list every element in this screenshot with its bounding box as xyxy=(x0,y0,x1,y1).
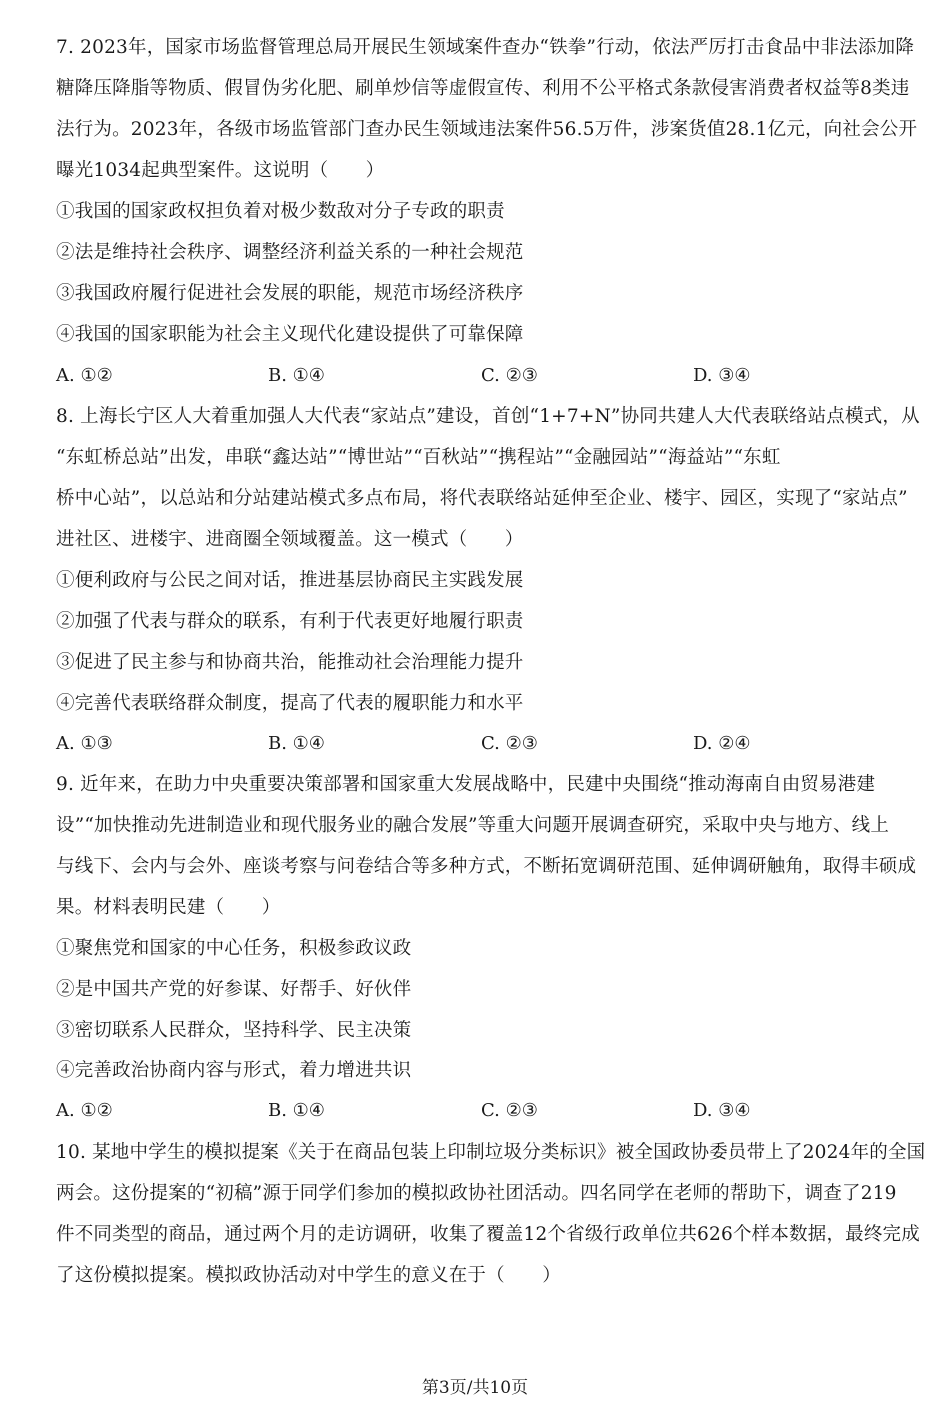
question-text-line: “东虹桥总站”出发，串联“鑫达站”“博世站”“百秋站”“携程站”“金融园站”“海益站”“东虹 xyxy=(56,447,781,468)
question-text-line: 设”“加快推动先进制造业和现代服务业的融合发展”等重大问题开展调查研究，采取中央与地方、线上 xyxy=(56,815,890,836)
option-b: B. ①④ xyxy=(268,1100,325,1121)
question-text-line: 9. 近年来，在助力中央重要决策部署和国家重大发展战略中，民建中央围绕“推动海南自由贸易港建 xyxy=(56,774,876,795)
option-a: A. ①② xyxy=(56,365,113,386)
option-b: B. ①④ xyxy=(268,733,325,754)
page-number-footer: 第3页/共10页 xyxy=(421,1378,529,1398)
statement: ④完善代表联络群众制度，提高了代表的履职能力和水平 xyxy=(56,693,524,714)
option-d: D. ③④ xyxy=(693,1100,751,1121)
question-text-line: 果。材料表明民建（ ） xyxy=(56,897,281,918)
question-text-line: 两会。这份提案的“初稿”源于同学们参加的模拟政协社团活动。四名同学在老师的帮助下，调查了219 xyxy=(56,1183,897,1204)
question-text-line: 桥中心站”，以总站和分站建站模式多点布局，将代表联络站延伸至企业、楼宇、园区，实现了“家站点” xyxy=(56,488,908,509)
statement: ②是中国共产党的好参谋、好帮手、好伙伴 xyxy=(56,979,412,1000)
option-d: D. ②④ xyxy=(693,733,751,754)
question-text-line: 与线下、会内与会外、座谈考察与问卷结合等多种方式，不断拓宽调研范围、延伸调研触角，取得丰硕成 xyxy=(56,856,917,877)
question-text-line: 10. 某地中学生的模拟提案《关于在商品包装上印制垃圾分类标识》被全国政协委员带上了2024年的全国 xyxy=(56,1142,926,1163)
statement: ③我国政府履行促进社会发展的职能，规范市场经济秩序 xyxy=(56,283,524,304)
question-text-line: 糖降压降脂等物质、假冒伪劣化肥、刷单炒信等虚假宣传、利用不公平格式条款侵害消费者权益等8类违 xyxy=(56,78,910,99)
question-text-line: 件不同类型的商品，通过两个月的走访调研，收集了覆盖12个省级行政单位共626个样本数据，最终完成 xyxy=(56,1224,920,1245)
statement: ③促进了民主参与和协商共治，能推动社会治理能力提升 xyxy=(56,652,524,673)
option-c: C. ②③ xyxy=(481,733,538,754)
statement: ①聚焦党和国家的中心任务，积极参政议政 xyxy=(56,938,412,959)
question-text-line: 曝光1034起典型案件。这说明（ ） xyxy=(56,160,385,181)
statement: ①我国的国家政权担负着对极少数敌对分子专政的职责 xyxy=(56,201,505,222)
statement: ②加强了代表与群众的联系，有利于代表更好地履行职责 xyxy=(56,611,524,632)
statement: ②法是维持社会秩序、调整经济利益关系的一种社会规范 xyxy=(56,242,524,263)
question-text-line: 了这份模拟提案。模拟政协活动对中学生的意义在于（ ） xyxy=(56,1265,561,1286)
statement: ①便利政府与公民之间对话，推进基层协商民主实践发展 xyxy=(56,570,524,591)
statement: ④我国的国家职能为社会主义现代化建设提供了可靠保障 xyxy=(56,324,524,345)
option-c: C. ②③ xyxy=(481,365,538,386)
statement: ③密切联系人民群众，坚持科学、民主决策 xyxy=(56,1020,412,1041)
option-a: A. ①② xyxy=(56,1100,113,1121)
option-b: B. ①④ xyxy=(268,365,325,386)
statement: ④完善政治协商内容与形式，着力增进共识 xyxy=(56,1060,412,1081)
option-c: C. ②③ xyxy=(481,1100,538,1121)
question-text-line: 法行为。2023年，各级市场监管部门查办民生领域违法案件56.5万件，涉案货值28.1亿元，向社会公开 xyxy=(56,119,918,140)
question-text-line: 8. 上海长宁区人大着重加强人大代表“家站点”建设，首创“1+7+N”协同共建人大代表联络站点模式，从 xyxy=(56,406,920,427)
question-text-line: 7. 2023年，国家市场监督管理总局开展民生领域案件查办“铁拳”行动，依法严厉打击食品中非法添加降 xyxy=(56,37,915,58)
option-a: A. ①③ xyxy=(56,733,113,754)
question-text-line: 进社区、进楼宇、进商圈全领域覆盖。这一模式（ ） xyxy=(56,529,524,550)
option-d: D. ③④ xyxy=(693,365,751,386)
